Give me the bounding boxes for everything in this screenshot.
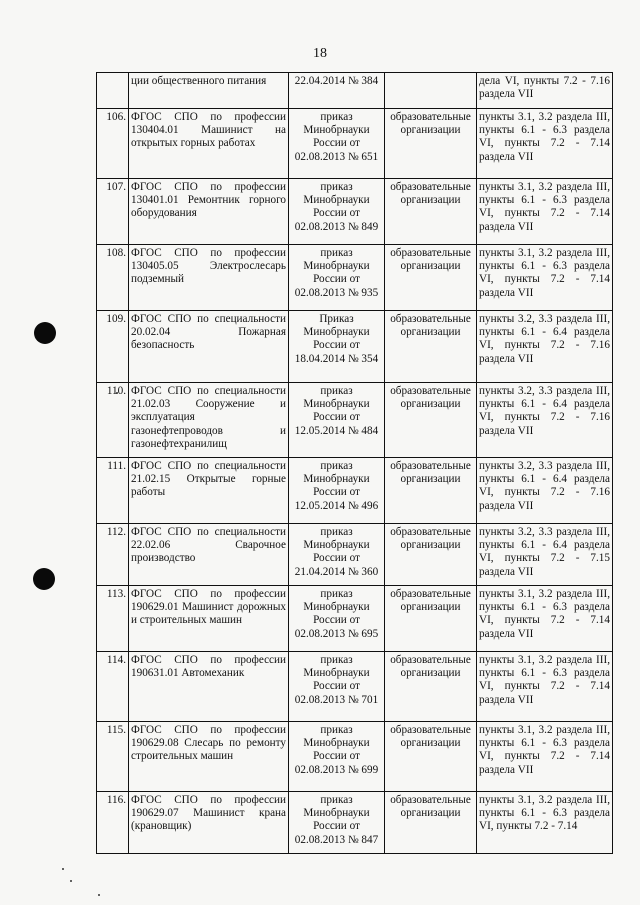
table-row — [97, 524, 613, 586]
order-reference: приказ Минобрнауки России от 12.05.2014 № 484 — [289, 383, 385, 458]
row-number: 106. — [97, 109, 129, 179]
applies-to: образовательные организации — [385, 383, 477, 458]
row-number: 110. — [97, 383, 129, 458]
clauses: дела VI, пункты 7.2 - 7.16 раздела VII — [477, 73, 613, 109]
order-reference: приказ Минобрнауки России от 02.08.2013 № 849 — [289, 179, 385, 245]
standard-name: ФГОС СПО по профессии 190629.07 Машинист крана (крановщик) — [129, 792, 289, 854]
order-reference: приказ Минобрнауки России от 21.04.2014 № 360 — [289, 524, 385, 586]
order-reference: приказ Минобрнауки России от 02.08.2013 № 701 — [289, 652, 385, 722]
clauses: пункты 3.2, 3.3 раздела III, пункты 6.1 - 6.4 раздела VI, пункты 7.2 - 7.15 раздела VII — [477, 524, 613, 586]
order-reference: приказ Минобрнауки России от 02.08.2013 № 935 — [289, 245, 385, 311]
table-row — [97, 458, 613, 524]
clauses: пункты 3.1, 3.2 раздела III, пункты 6.1 - 6.3 раздела VI, пункты 7.2 - 7.14 раздела VII — [477, 586, 613, 652]
row-number: 115. — [97, 722, 129, 792]
punch-hole — [33, 568, 55, 590]
standard-name: ФГОС СПО по профессии 130405.05 Электрослесарь подземный — [129, 245, 289, 311]
standard-name: ции общественного питания — [129, 73, 289, 109]
table-row — [97, 179, 613, 245]
order-reference: приказ Минобрнауки России от 12.05.2014 № 496 — [289, 458, 385, 524]
table-row — [97, 722, 613, 792]
standard-name: ФГОС СПО по профессии 190631.01 Автомеханик — [129, 652, 289, 722]
standard-name: ФГОС СПО по специальности 21.02.15 Открытые горные работы — [129, 458, 289, 524]
clauses: пункты 3.2, 3.3 раздела III, пункты 6.1 - 6.4 раздела VI, пункты 7.2 - 7.16 раздела VII — [477, 311, 613, 383]
table-row — [97, 73, 613, 109]
order-reference: приказ Минобрнауки России от 02.08.2013 № 651 — [289, 109, 385, 179]
order-reference: приказ Минобрнауки России от 02.08.2013 № 699 — [289, 722, 385, 792]
table-row — [97, 652, 613, 722]
table-row — [97, 586, 613, 652]
applies-to: образовательные организации — [385, 792, 477, 854]
standard-name: ФГОС СПО по специальности 21.02.03 Сооружение и эксплуатация газонефтепроводов и газонефтехранилищ — [129, 383, 289, 458]
applies-to: образовательные организации — [385, 458, 477, 524]
row-number: 112. — [97, 524, 129, 586]
clauses: пункты 3.1, 3.2 раздела III, пункты 6.1 - 6.3 раздела VI, пункты 7.2 - 7.14 раздела VII — [477, 652, 613, 722]
applies-to: образовательные организации — [385, 524, 477, 586]
order-reference: 22.04.2014 № 384 — [289, 73, 385, 109]
scan-speck — [98, 894, 100, 896]
order-reference: Приказ Минобрнауки России от 18.04.2014 № 354 — [289, 311, 385, 383]
row-number: 116. — [97, 792, 129, 854]
row-number: 114. — [97, 652, 129, 722]
clauses: пункты 3.1, 3.2 раздела III, пункты 6.1 - 6.3 раздела VI, пункты 7.2 - 7.14 раздела VII — [477, 245, 613, 311]
table-row — [97, 383, 613, 458]
standard-name: ФГОС СПО по профессии 190629.01 Машинист дорожных и строительных машин — [129, 586, 289, 652]
scan-speck — [62, 868, 64, 870]
applies-to: образовательные организации — [385, 722, 477, 792]
clauses: пункты 3.2, 3.3 раздела III, пункты 6.1 - 6.4 раздела VI, пункты 7.2 - 7.16 раздела VII — [477, 458, 613, 524]
applies-to: образовательные организации — [385, 109, 477, 179]
standard-name: ФГОС СПО по профессии 190629.08 Слесарь по ремонту строительных машин — [129, 722, 289, 792]
standard-name: ФГОС СПО по профессии 130401.01 Ремонтник горного оборудования — [129, 179, 289, 245]
order-reference: приказ Минобрнауки России от 02.08.2013 № 847 — [289, 792, 385, 854]
standard-name: ФГОС СПО по специальности 20.02.04 Пожарная безопасность — [129, 311, 289, 383]
row-number: 109. — [97, 311, 129, 383]
clauses: пункты 3.1, 3.2 раздела III, пункты 6.1 - 6.3 раздела VI, пункты 7.2 - 7.14 раздела VII — [477, 722, 613, 792]
applies-to: образовательные организации — [385, 179, 477, 245]
table-row — [97, 109, 613, 179]
standard-name: ФГОС СПО по профессии 130404.01 Машинист на открытых горных работах — [129, 109, 289, 179]
row-number: 107. — [97, 179, 129, 245]
clauses: пункты 3.2, 3.3 раздела III, пункты 6.1 - 6.4 раздела VI, пункты 7.2 - 7.16 раздела VII — [477, 383, 613, 458]
clauses: пункты 3.1, 3.2 раздела III, пункты 6.1 - 6.3 раздела VI, пункты 7.2 - 7.14 раздела VII — [477, 109, 613, 179]
applies-to: образовательные организации — [385, 311, 477, 383]
applies-to — [385, 73, 477, 109]
scan-speck — [70, 880, 72, 882]
row-number — [97, 73, 129, 109]
row-number: 111. — [97, 458, 129, 524]
standard-name: ФГОС СПО по специальности 22.02.06 Сварочное производство — [129, 524, 289, 586]
row-number: 108. — [97, 245, 129, 311]
row-number: 113. — [97, 586, 129, 652]
table-row — [97, 792, 613, 854]
applies-to: образовательные организации — [385, 586, 477, 652]
standards-table — [96, 72, 613, 854]
applies-to: образовательные организации — [385, 652, 477, 722]
table-row — [97, 311, 613, 383]
table-row — [97, 245, 613, 311]
order-reference: приказ Минобрнауки России от 02.08.2013 № 695 — [289, 586, 385, 652]
applies-to: образовательные организации — [385, 245, 477, 311]
clauses: пункты 3.1, 3.2 раздела III, пункты 6.1 - 6.3 раздела VI, пункты 7.2 - 7.14 раздела VII — [477, 179, 613, 245]
page-number: 18 — [313, 46, 327, 61]
punch-hole — [34, 322, 56, 344]
clauses: пункты 3.1, 3.2 раздела III, пункты 6.1 - 6.3 раздела VI, пункты 7.2 - 7.14 — [477, 792, 613, 854]
